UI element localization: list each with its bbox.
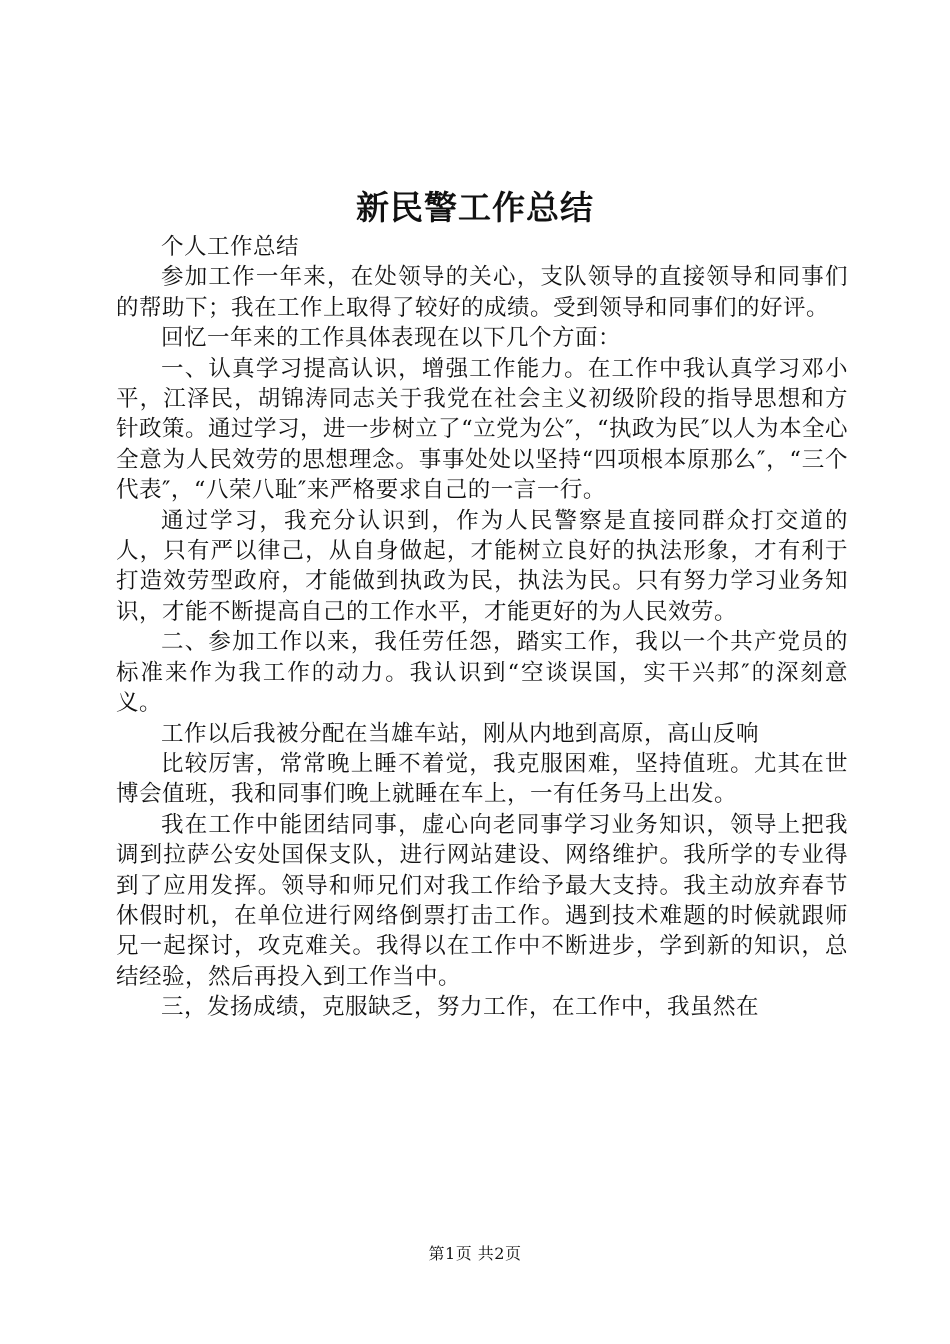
- paragraph: 三，发扬成绩，克服缺乏，努力工作，在工作中，我虽然在: [161, 994, 760, 1021]
- paragraph: 通过学习，我充分认识到，作为人民警察是直接同群众打交道的人，只有严以律己，从自身做起，才能树立良好的执法形象，才有利于打造效劳型政府，才能做到执政为民，执法为民。只有努力学习业务知识，才能不断提高自己的工作水平，才能更好的为人民效劳。: [116, 507, 848, 625]
- paragraph: 回忆一年来的工作具体表现在以下几个方面：: [161, 325, 622, 352]
- paragraph: 参加工作一年来，在处领导的关心，支队领导的直接领导和同事们的帮助下；我在工作上取得了较好的成绩。受到领导和同事们的好评。: [116, 264, 848, 321]
- paragraph: 个人工作总结: [161, 234, 300, 260]
- document-title: 新民警工作总结: [356, 188, 594, 227]
- document-body: [116, 232, 848, 1023]
- paragraph: 一、认真学习提高认识，增强工作能力。在工作中我认真学习邓小平，江泽民，胡锦涛同志关于我党在社会主义初级阶段的指导思想和方针政策。通过学习，进一步树立了“立党为公″，“执政为民″以人为本全心全意为人民效劳的思想理念。事事处处以坚持“四项根本原那么″，“三个代表″，“八荣八耻″来严格要求自己的一言一行。: [116, 355, 848, 504]
- paragraph: 比较厉害，常常晚上睡不着觉，我克服困难，坚持值班。尤其在世博会值班，我和同事们晚上就睡在车上，一有任务马上出发。: [116, 750, 848, 808]
- paragraph: 工作以后我被分配在当雄车站，刚从内地到高原，高山反响: [161, 720, 760, 747]
- paragraph: 二、参加工作以来，我任劳任怨，踏实工作，我以一个共产党员的标准来作为我工作的动力。我认识到“空谈误国，实干兴邦″的深刻意义。: [116, 629, 848, 717]
- paragraph: 我在工作中能团结同事，虚心向老同事学习业务知识，领导上把我调到拉萨公安处国保支队，进行网站建设、网络维护。我所学的专业得到了应用发挥。领导和师兄们对我工作给予最大支持。我主动放弃春节休假时机，在单位进行网络倒票打击工作。遇到技术难题的时候就跟师兄一起探讨，攻克难关。我得以在工作中不断进步，学到新的知识，总结经验，然后再投入到工作当中。: [116, 811, 848, 990]
- page-footer: 第1页 共2页: [428, 1244, 522, 1263]
